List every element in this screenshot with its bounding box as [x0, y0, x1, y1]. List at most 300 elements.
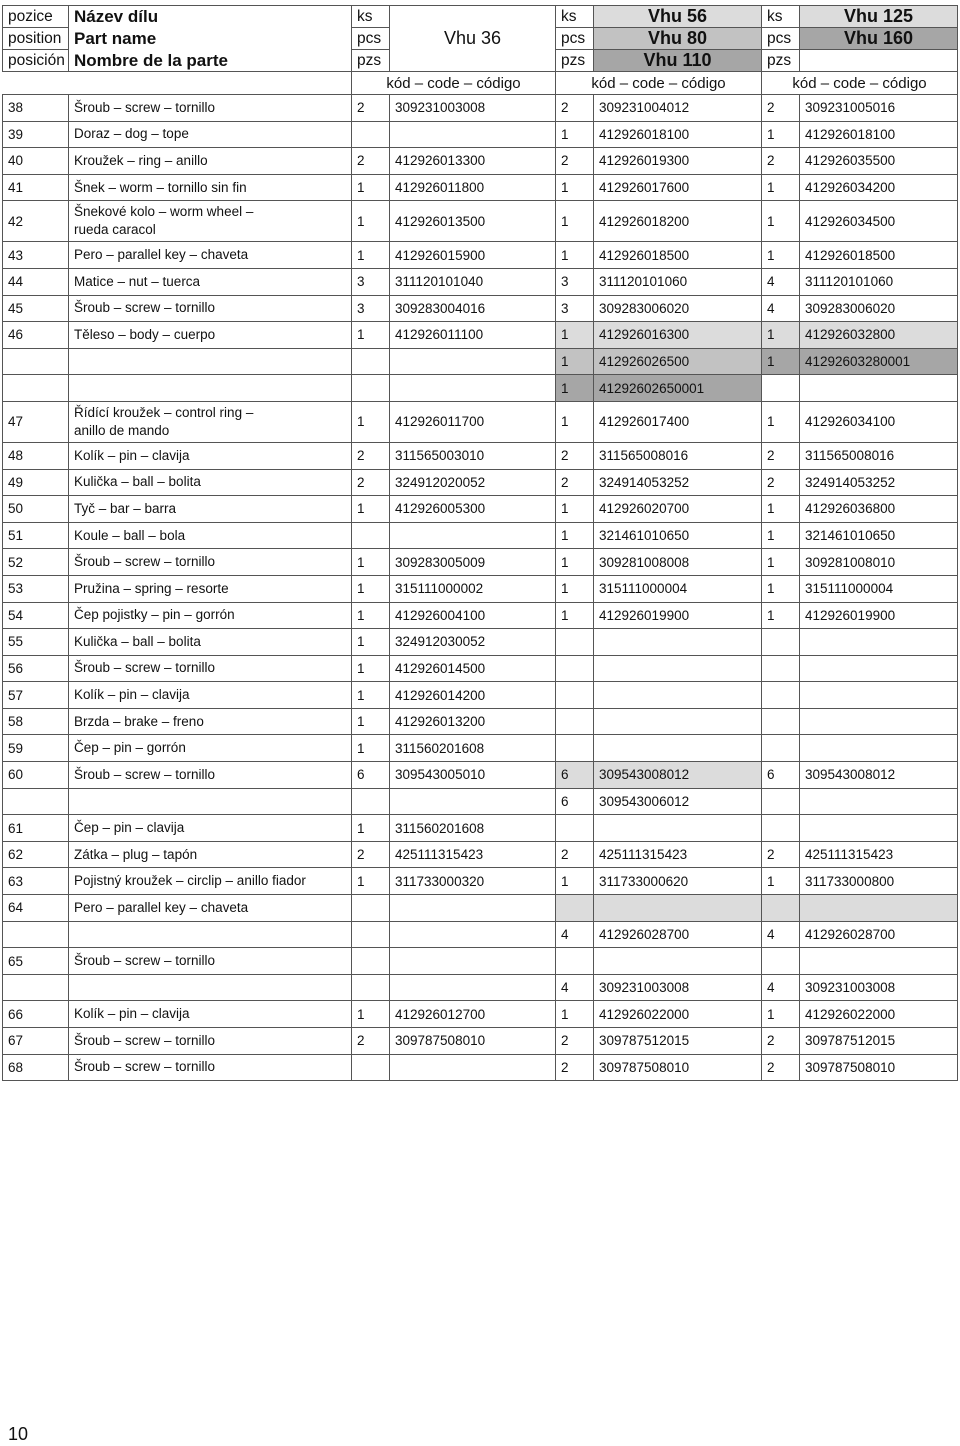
code-vhu36-cell-text: 412926004100	[395, 607, 486, 623]
code-vhu36-cell	[390, 921, 556, 948]
position-cell-text: 41	[8, 180, 24, 196]
code-mid-cell	[594, 629, 762, 656]
code-vhu36-cell-text: 412926015900	[395, 247, 486, 263]
position-cell	[3, 1001, 69, 1028]
code-mid-cell	[594, 868, 762, 895]
code-right-cell	[800, 788, 958, 815]
table-row	[3, 242, 958, 269]
table-row	[3, 762, 958, 789]
qty-vhu36-cell-text: 1	[357, 740, 365, 756]
qty-vhu36-cell-text: 1	[357, 607, 365, 623]
part-name-cell-text: Šroub – screw – tornillo	[74, 953, 216, 969]
qty-vhu36-cell	[352, 788, 390, 815]
code-vhu36-cell	[390, 575, 556, 602]
qty-mid-cell	[556, 868, 594, 895]
code-right-cell	[800, 549, 958, 576]
part-name-cell	[69, 575, 352, 602]
qty-vhu36-cell	[352, 401, 390, 442]
code-mid-cell-text: 425111315423	[599, 847, 688, 863]
code-mid-cell-text: 412926016300	[599, 327, 690, 343]
qty-vhu36-cell-text: 1	[357, 634, 365, 650]
code-vhu36-cell-text: 311733000320	[395, 873, 485, 889]
part-name-cell	[69, 522, 352, 549]
position-cell	[3, 841, 69, 868]
qty-vhu36-cell	[352, 682, 390, 709]
part-name-cell-text: Tyč – bar – barra	[74, 500, 177, 516]
qty-vhu36-cell-text: 3	[357, 274, 365, 290]
part-name-cell	[69, 735, 352, 762]
code-vhu36-cell	[390, 121, 556, 148]
qty-right-cell	[762, 522, 800, 549]
qty-mid-cell	[556, 322, 594, 349]
header-qty-0: ks	[352, 6, 390, 28]
qty-right-cell-text: 1	[767, 180, 775, 196]
code-right-cell-text: 309231005016	[805, 100, 896, 116]
position-cell	[3, 121, 69, 148]
qty-vhu36-cell	[352, 655, 390, 682]
part-name-cell-text: Těleso – body – cuerpo	[74, 326, 216, 342]
code-vhu36-cell-text: 412926012700	[395, 1006, 486, 1022]
code-right-cell	[800, 174, 958, 201]
code-vhu36-cell	[390, 1054, 556, 1081]
header-qty-mid-0: ks	[556, 6, 594, 28]
table-row	[3, 174, 958, 201]
position-cell-text: 43	[8, 247, 24, 263]
table-row	[3, 868, 958, 895]
qty-mid-cell	[556, 242, 594, 269]
code-mid-cell	[594, 682, 762, 709]
qty-vhu36-cell-text: 1	[357, 414, 365, 430]
qty-right-cell-text: 4	[767, 274, 775, 290]
code-vhu36-cell	[390, 735, 556, 762]
qty-mid-cell	[556, 375, 594, 402]
part-name-cell	[69, 95, 352, 122]
part-name-cell-text: Koule – ball – bola	[74, 527, 186, 543]
code-vhu36-cell-text: 412926005300	[395, 501, 486, 517]
code-right-cell	[800, 522, 958, 549]
qty-vhu36-cell	[352, 121, 390, 148]
qty-right-cell	[762, 295, 800, 322]
qty-vhu36-cell-text: 1	[357, 180, 365, 196]
table-row	[3, 496, 958, 523]
code-label-mid: kód – code – código	[556, 72, 762, 95]
table-row	[3, 602, 958, 629]
part-name-cell-text: Pružina – spring – resorte	[74, 580, 229, 596]
position-cell	[3, 375, 69, 402]
part-name-cell	[69, 655, 352, 682]
position-cell	[3, 815, 69, 842]
qty-mid-cell	[556, 295, 594, 322]
position-cell	[3, 788, 69, 815]
qty-mid-cell-text: 1	[561, 327, 569, 343]
qty-mid-cell	[556, 1054, 594, 1081]
code-right-cell-text: 311733000800	[805, 873, 895, 889]
position-cell	[3, 496, 69, 523]
table-row	[3, 401, 958, 442]
part-name-cell	[69, 401, 352, 442]
qty-right-cell	[762, 948, 800, 975]
position-cell	[3, 469, 69, 496]
code-right-cell	[800, 1054, 958, 1081]
code-vhu36-cell	[390, 1001, 556, 1028]
qty-mid-cell	[556, 575, 594, 602]
qty-vhu36-cell	[352, 1028, 390, 1055]
qty-right-cell	[762, 815, 800, 842]
qty-vhu36-cell	[352, 375, 390, 402]
qty-right-cell	[762, 201, 800, 242]
position-cell-text: 42	[8, 213, 24, 229]
code-mid-cell-text: 412926022000	[599, 1006, 690, 1022]
qty-right-cell	[762, 1054, 800, 1081]
position-cell-text: 56	[8, 660, 24, 676]
header-position-1: position	[3, 28, 69, 50]
qty-right-cell	[762, 655, 800, 682]
position-cell-text: 53	[8, 581, 24, 597]
qty-mid-cell-text: 1	[561, 607, 569, 623]
qty-right-cell-text: 1	[767, 554, 775, 570]
code-right-cell-text: 412926034100	[805, 414, 896, 430]
code-mid-cell	[594, 895, 762, 922]
code-vhu36-cell-text: 309787508010	[395, 1033, 486, 1049]
part-name-cell-text: Šnek – worm – tornillo sin fin	[74, 179, 247, 195]
code-vhu36-cell	[390, 788, 556, 815]
qty-vhu36-cell-text: 1	[357, 714, 365, 730]
position-cell	[3, 868, 69, 895]
model-vhu80: Vhu 80	[594, 28, 762, 50]
qty-right-cell-text: 1	[767, 213, 775, 229]
position-cell	[3, 948, 69, 975]
qty-mid-cell-text: 2	[561, 847, 569, 863]
position-cell-text: 68	[8, 1059, 24, 1075]
code-mid-cell-text: 412926018100	[599, 126, 690, 142]
qty-mid-cell	[556, 401, 594, 442]
position-cell-text: 48	[8, 448, 24, 464]
code-vhu36-cell-text: 412926013500	[395, 213, 486, 229]
code-right-cell	[800, 242, 958, 269]
code-right-cell-text: 412926018500	[805, 247, 896, 263]
qty-mid-cell	[556, 974, 594, 1001]
code-mid-cell-text: 309231003008	[599, 980, 690, 996]
qty-vhu36-cell	[352, 295, 390, 322]
code-right-cell-text: 311565008016	[805, 448, 895, 464]
code-vhu36-cell	[390, 1028, 556, 1055]
position-cell-text: 60	[8, 767, 24, 783]
qty-vhu36-cell	[352, 174, 390, 201]
qty-vhu36-cell	[352, 602, 390, 629]
position-cell	[3, 442, 69, 469]
code-mid-cell	[594, 522, 762, 549]
code-mid-cell-text: 412926020700	[599, 501, 690, 517]
part-name-cell-text: Šroub – screw – tornillo	[74, 300, 216, 316]
header-position-2: posición	[3, 50, 69, 72]
qty-mid-cell	[556, 948, 594, 975]
part-name-cell	[69, 348, 352, 375]
table-body	[3, 95, 958, 1081]
qty-vhu36-cell	[352, 95, 390, 122]
part-name-cell-text: Kulička – ball – bolita	[74, 474, 201, 490]
qty-right-cell	[762, 442, 800, 469]
code-mid-cell-text: 309283006020	[599, 300, 690, 316]
position-cell-text: 46	[8, 327, 24, 343]
code-mid-cell	[594, 974, 762, 1001]
qty-mid-cell	[556, 841, 594, 868]
qty-vhu36-cell	[352, 442, 390, 469]
table-row	[3, 735, 958, 762]
qty-mid-cell-text: 1	[561, 380, 569, 396]
position-cell	[3, 921, 69, 948]
code-right-cell	[800, 895, 958, 922]
qty-mid-cell-text: 2	[561, 1033, 569, 1049]
table-row	[3, 974, 958, 1001]
code-vhu36-cell	[390, 974, 556, 1001]
part-name-cell	[69, 815, 352, 842]
part-name-cell-text: Šnekové kolo – worm wheel –	[74, 204, 254, 220]
code-vhu36-cell	[390, 655, 556, 682]
code-mid-cell-text: 412926018500	[599, 247, 690, 263]
qty-vhu36-cell-text: 1	[357, 873, 365, 889]
part-name-cell	[69, 174, 352, 201]
position-cell	[3, 655, 69, 682]
qty-right-cell	[762, 735, 800, 762]
table-row	[3, 375, 958, 402]
position-cell-text: 57	[8, 687, 24, 703]
qty-vhu36-cell	[352, 948, 390, 975]
code-right-cell-text: 412926018100	[805, 126, 896, 142]
code-mid-cell	[594, 496, 762, 523]
position-cell	[3, 575, 69, 602]
code-right-cell	[800, 629, 958, 656]
qty-right-cell	[762, 841, 800, 868]
qty-vhu36-cell-text: 2	[357, 100, 365, 116]
code-mid-cell-text: 309787512015	[599, 1033, 690, 1049]
qty-right-cell	[762, 602, 800, 629]
qty-mid-cell-text: 1	[561, 528, 569, 544]
table-row	[3, 841, 958, 868]
code-right-cell	[800, 1001, 958, 1028]
part-name-cell-text: Pero – parallel key – chaveta	[74, 247, 249, 263]
part-name-cell-text: Kroužek – ring – anillo	[74, 152, 208, 168]
code-right-cell	[800, 295, 958, 322]
code-right-cell	[800, 921, 958, 948]
part-name-cell	[69, 762, 352, 789]
code-right-cell	[800, 201, 958, 242]
code-right-cell-text: 309787508010	[805, 1059, 896, 1075]
qty-right-cell	[762, 496, 800, 523]
code-right-cell-text: 412926019900	[805, 607, 896, 623]
code-right-cell	[800, 841, 958, 868]
code-right-cell	[800, 322, 958, 349]
part-name-cell	[69, 242, 352, 269]
code-mid-cell	[594, 575, 762, 602]
position-cell	[3, 174, 69, 201]
qty-right-cell	[762, 95, 800, 122]
qty-vhu36-cell	[352, 974, 390, 1001]
position-cell	[3, 295, 69, 322]
part-name-cell	[69, 549, 352, 576]
qty-vhu36-cell	[352, 549, 390, 576]
code-right-cell	[800, 948, 958, 975]
qty-mid-cell-text: 1	[561, 213, 569, 229]
qty-vhu36-cell	[352, 469, 390, 496]
model-vhu110: Vhu 110	[594, 50, 762, 72]
part-name-cell	[69, 788, 352, 815]
code-right-cell-text: 309281008010	[805, 554, 896, 570]
qty-vhu36-cell	[352, 1001, 390, 1028]
header-qty-mid-2: pzs	[556, 50, 594, 72]
qty-right-cell	[762, 974, 800, 1001]
code-mid-cell	[594, 948, 762, 975]
header-empty-cell	[800, 50, 958, 72]
code-vhu36-cell	[390, 401, 556, 442]
table-row	[3, 322, 958, 349]
code-vhu36-cell-text: 315111000002	[395, 581, 484, 597]
qty-right-cell	[762, 148, 800, 175]
code-right-cell-text: 412926028700	[805, 926, 896, 942]
qty-mid-cell-text: 1	[561, 247, 569, 263]
qty-mid-cell-text: 1	[561, 180, 569, 196]
code-right-cell-text: 412926034200	[805, 180, 896, 196]
qty-right-cell-text: 1	[767, 126, 775, 142]
code-right-cell-text: 41292603280001	[805, 354, 911, 370]
part-name-cell-text: Šroub – screw – tornillo	[74, 766, 216, 782]
header-qty-1: pcs	[352, 28, 390, 50]
table-row	[3, 469, 958, 496]
qty-vhu36-cell	[352, 762, 390, 789]
table-row	[3, 948, 958, 975]
part-name-cell-text: Čep pojistky – pin – gorrón	[74, 607, 235, 623]
position-cell	[3, 762, 69, 789]
model-vhu36: Vhu 36	[390, 6, 556, 72]
part-name-cell-text: Šroub – screw – tornillo	[74, 660, 216, 676]
position-cell	[3, 148, 69, 175]
qty-mid-cell	[556, 549, 594, 576]
qty-right-cell	[762, 762, 800, 789]
part-name-cell-text-2: anillo de mando	[74, 422, 170, 438]
code-right-cell	[800, 815, 958, 842]
code-right-cell	[800, 496, 958, 523]
qty-mid-cell-text: 1	[561, 581, 569, 597]
code-right-cell-text: 311120101060	[805, 274, 894, 290]
part-name-cell	[69, 895, 352, 922]
code-vhu36-cell	[390, 174, 556, 201]
qty-right-cell-text: 2	[767, 1033, 775, 1049]
table-row	[3, 121, 958, 148]
code-right-cell	[800, 375, 958, 402]
code-vhu36-cell	[390, 682, 556, 709]
code-right-cell	[800, 121, 958, 148]
code-vhu36-cell	[390, 815, 556, 842]
code-mid-cell	[594, 95, 762, 122]
part-name-cell	[69, 442, 352, 469]
qty-mid-cell	[556, 496, 594, 523]
header-spacer	[3, 72, 352, 95]
position-cell-text: 39	[8, 126, 24, 142]
code-mid-cell	[594, 121, 762, 148]
code-label-vhu36: kód – code – código	[352, 72, 556, 95]
code-mid-cell	[594, 322, 762, 349]
code-right-cell-text: 309231003008	[805, 980, 896, 996]
code-right-cell	[800, 401, 958, 442]
qty-vhu36-cell	[352, 496, 390, 523]
qty-mid-cell-text: 2	[561, 100, 569, 116]
table-row	[3, 442, 958, 469]
position-cell	[3, 602, 69, 629]
table-row	[3, 549, 958, 576]
qty-right-cell-text: 4	[767, 300, 775, 316]
code-right-cell	[800, 348, 958, 375]
part-name-cell	[69, 1054, 352, 1081]
code-right-cell-text: 412926034500	[805, 213, 896, 229]
qty-vhu36-cell-text: 2	[357, 474, 365, 490]
part-name-cell-text: Kolík – pin – clavija	[74, 1006, 190, 1022]
qty-vhu36-cell	[352, 921, 390, 948]
part-name-cell	[69, 268, 352, 295]
qty-right-cell	[762, 549, 800, 576]
qty-vhu36-cell	[352, 242, 390, 269]
qty-right-cell	[762, 348, 800, 375]
code-right-cell	[800, 469, 958, 496]
part-name-cell	[69, 469, 352, 496]
part-name-cell	[69, 496, 352, 523]
qty-mid-cell	[556, 762, 594, 789]
table-row	[3, 295, 958, 322]
header-qty-right-0: ks	[762, 6, 800, 28]
table-row	[3, 201, 958, 242]
part-name-cell-text: Čep – pin – gorrón	[74, 740, 186, 756]
code-right-cell	[800, 655, 958, 682]
position-cell	[3, 735, 69, 762]
qty-right-cell	[762, 268, 800, 295]
qty-vhu36-cell-text: 1	[357, 327, 365, 343]
table-row	[3, 1054, 958, 1081]
position-cell	[3, 348, 69, 375]
code-right-cell-text: 425111315423	[805, 847, 894, 863]
position-cell-text: 66	[8, 1006, 24, 1022]
code-mid-cell	[594, 1054, 762, 1081]
code-mid-cell-text: 321461010650	[599, 528, 690, 544]
qty-mid-cell	[556, 348, 594, 375]
qty-vhu36-cell	[352, 268, 390, 295]
qty-vhu36-cell-text: 1	[357, 213, 365, 229]
code-mid-cell	[594, 295, 762, 322]
position-cell-text: 59	[8, 740, 24, 756]
qty-right-cell-text: 2	[767, 474, 775, 490]
qty-mid-cell-text: 2	[561, 474, 569, 490]
position-cell-text: 64	[8, 900, 24, 916]
qty-vhu36-cell	[352, 735, 390, 762]
qty-right-cell	[762, 895, 800, 922]
code-vhu36-cell-text: 412926013200	[395, 714, 486, 730]
table-row	[3, 522, 958, 549]
code-mid-cell	[594, 174, 762, 201]
qty-right-cell-text: 4	[767, 980, 775, 996]
qty-mid-cell	[556, 655, 594, 682]
code-vhu36-cell-text: 311560201608	[395, 740, 485, 756]
code-vhu36-cell-text: 412926011700	[395, 414, 485, 430]
code-vhu36-cell	[390, 549, 556, 576]
qty-right-cell-text: 2	[767, 847, 775, 863]
qty-mid-cell	[556, 682, 594, 709]
qty-vhu36-cell-text: 2	[357, 847, 365, 863]
qty-right-cell	[762, 868, 800, 895]
part-name-cell-text: Šroub – screw – tornillo	[74, 554, 216, 570]
table-row	[3, 921, 958, 948]
part-name-cell	[69, 841, 352, 868]
qty-right-cell-text: 2	[767, 448, 775, 464]
code-mid-cell	[594, 735, 762, 762]
qty-right-cell	[762, 242, 800, 269]
position-cell	[3, 322, 69, 349]
